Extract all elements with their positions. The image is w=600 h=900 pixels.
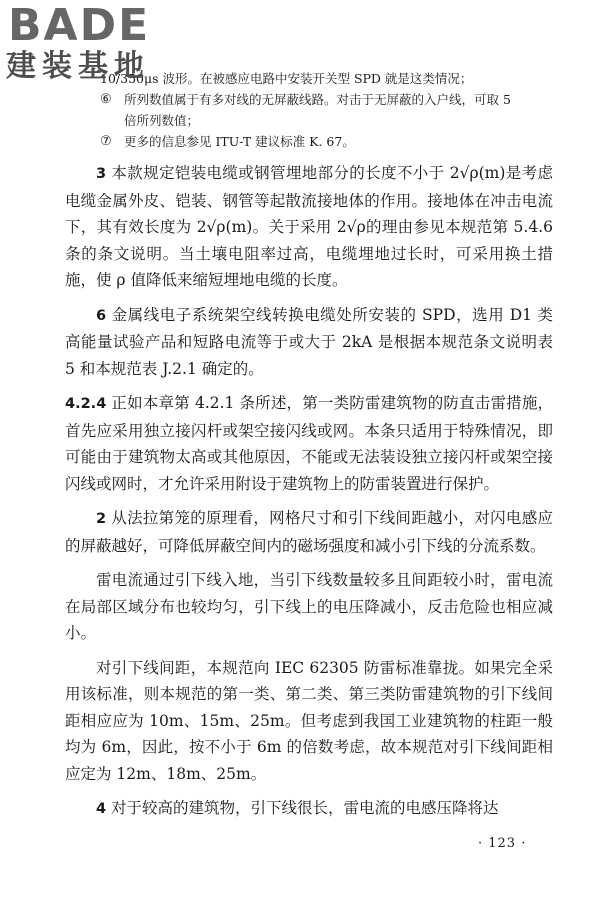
paragraph-item-3 [65,160,553,294]
note-marker: ⑦ [100,134,112,149]
note-item-7 [100,131,570,152]
item-number: 4 [96,801,107,817]
paragraph-text: 金属线电子系统架空线转换电缆处所安装的 SPD，选用 D1 类高能量试验产品和短路电流等于或大于 2kA 是根据本规范条文说明表 5 和本规范表 J.2.1 确定的。 [65,305,553,378]
note-text: 10/350μs 波形。在被感应电路中安装开关型 SPD 就是这类情况； [100,71,473,86]
paragraph-text: 本款规定铠装电缆或钢管埋地部分的长度不小于 2√ρ(m)是考虑电缆金属外皮、铠装、钢管等起散流接地体的作用。接地体在冲击电流下，其有效长度为 2√ρ(m)。关于采用 2√ρ的理由参见本规范第 5.4.6 条的条文说明。当土壤电阻率过高，电缆埋地过长时，可采用换土措施，使 ρ 值降低来缩短埋地电缆的长度。 [65,164,553,289]
item-number: 2 [96,511,107,527]
paragraph-downconductor-spacing [65,655,553,788]
note-item-6 [100,89,570,110]
paragraph-text: 正如本章第 4.2.1 条所述，第一类防雷建筑物的防直击雷措施，首先应采用独立接闪杆或架空接闪线或网。本条只适用于特殊情况，即可能由于建筑物太高或其他原因，不能或无法装设独立接闪杆或架空接闪线或网时，才允许采用附设于建筑物上的防雷装置进行保护。 [65,394,554,493]
note-text: 更多的信息参见 ITU-T 建议标准 K. 67。 [124,134,355,149]
paragraph-item-6 [65,302,553,383]
item-number: 3 [96,166,107,182]
watermark-chinese-text: 建装基地 [6,49,150,84]
paragraph-text: 对于较高的建筑物，引下线很长，雷电流的电感压降将达 [111,799,499,817]
item-number: 6 [96,307,107,324]
paragraph-text: 从法拉第笼的原理看，网格尺寸和引下线间距越小，对闪电感应的屏蔽越好，可降低屏蔽空间内的磁场强度和减小引下线的分流系数。 [65,509,553,555]
paragraph-lightning-current [65,567,553,647]
paragraph-text: 雷电流通过引下线入地，当引下线数量较多且间距较小时，雷电流在局部区域分布也较均匀，引下线上的电压降减小，反击危险也相应减小。 [65,571,553,642]
page-number: · 123 · [478,836,527,851]
watermark-logo [6,0,176,88]
note-marker: ⑥ [100,92,112,107]
main-text [65,160,553,831]
note-item-6-continued [100,110,570,131]
paragraph-text: 对引下线间距，本规范向 IEC 62305 防雷标准靠拢。如果完全采用该标准，则本规范的第一类、第二类、第三类防雷建筑物的引下线间距相应应为 10m、15m、25m。但考虑到我国工业建筑物的柱距一般均为 6m，因此，按不小于 6m 的倍数考虑，故本规范对引下线间距相应定为 12m、18m、25m。 [65,658,553,783]
watermark-latin-text: BADE [8,0,151,51]
paragraph-item-4 [65,795,553,823]
section-number: 4.2.4 [65,396,107,412]
note-text: 倍所列数值； [124,113,200,128]
section-4-2-4 [65,390,553,497]
paragraph-item-2 [65,505,553,559]
note-text: 所列数值属于有多对线的无屏蔽线路。对击于无屏蔽的入户线，可取 5 [124,92,511,107]
